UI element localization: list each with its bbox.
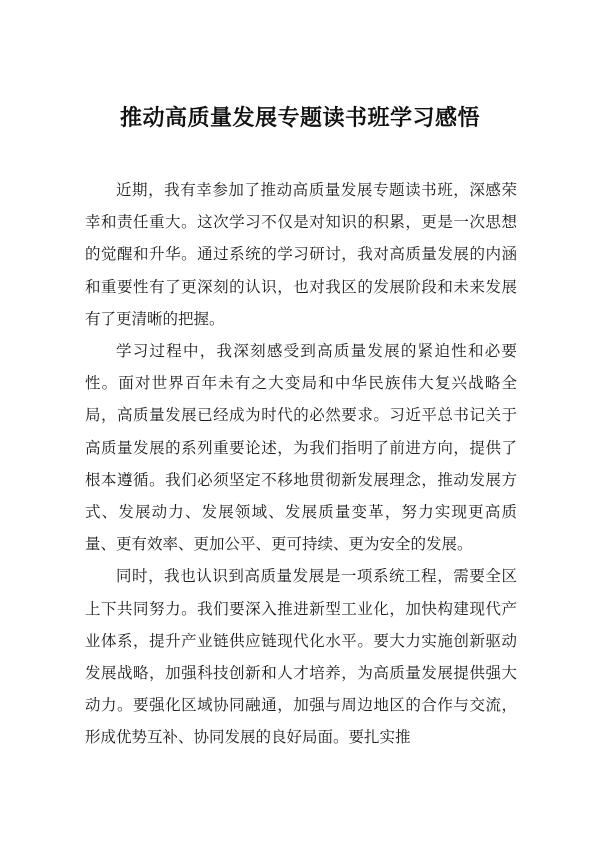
paragraph-2: 学习过程中，我深刻感受到高质量发展的紧迫性和必要性。面对世界百年未有之大变局和中华民族伟大复兴战略全局，高质量发展已经成为时代的必然要求。习近平总书记关于高质量发展的系列重要论述，为我们指明了前进方向，提供了根本遵循。我们必须坚定不移地贯彻新发展理念，推动发展方式、发展动力、发展领域、发展质量变革，努力实现更高质量、更有效率、更加公平、更可持续、更为安全的发展。 xyxy=(85,342,517,554)
document-body xyxy=(85,174,517,754)
paragraph-3: 同时，我也认识到高质量发展是一项系统工程，需要全区上下共同努力。我们要深入推进新型工业化，加快构建现代产业体系，提升产业链供应链现代化水平。要大力实施创新驱动发展战略，加强科技创新和人才培养，为高质量发展提供强大动力。要强化区域协同融通，加强与周边地区的合作与交流，形成优势互补、协同发展的良好局面。要扎实推 xyxy=(85,567,517,747)
paragraph-1: 近期，我有幸参加了推动高质量发展专题读书班，深感荣幸和责任重大。这次学习不仅是对知识的积累，更是一次思想的觉醒和升华。通过系统的学习研讨，我对高质量发展的内涵和重要性有了更深刻的认识，也对我区的发展阶段和未来发展有了更清晰的把握。 xyxy=(85,181,517,328)
document-title: 推动高质量发展专题读书班学习感悟 xyxy=(119,106,480,131)
